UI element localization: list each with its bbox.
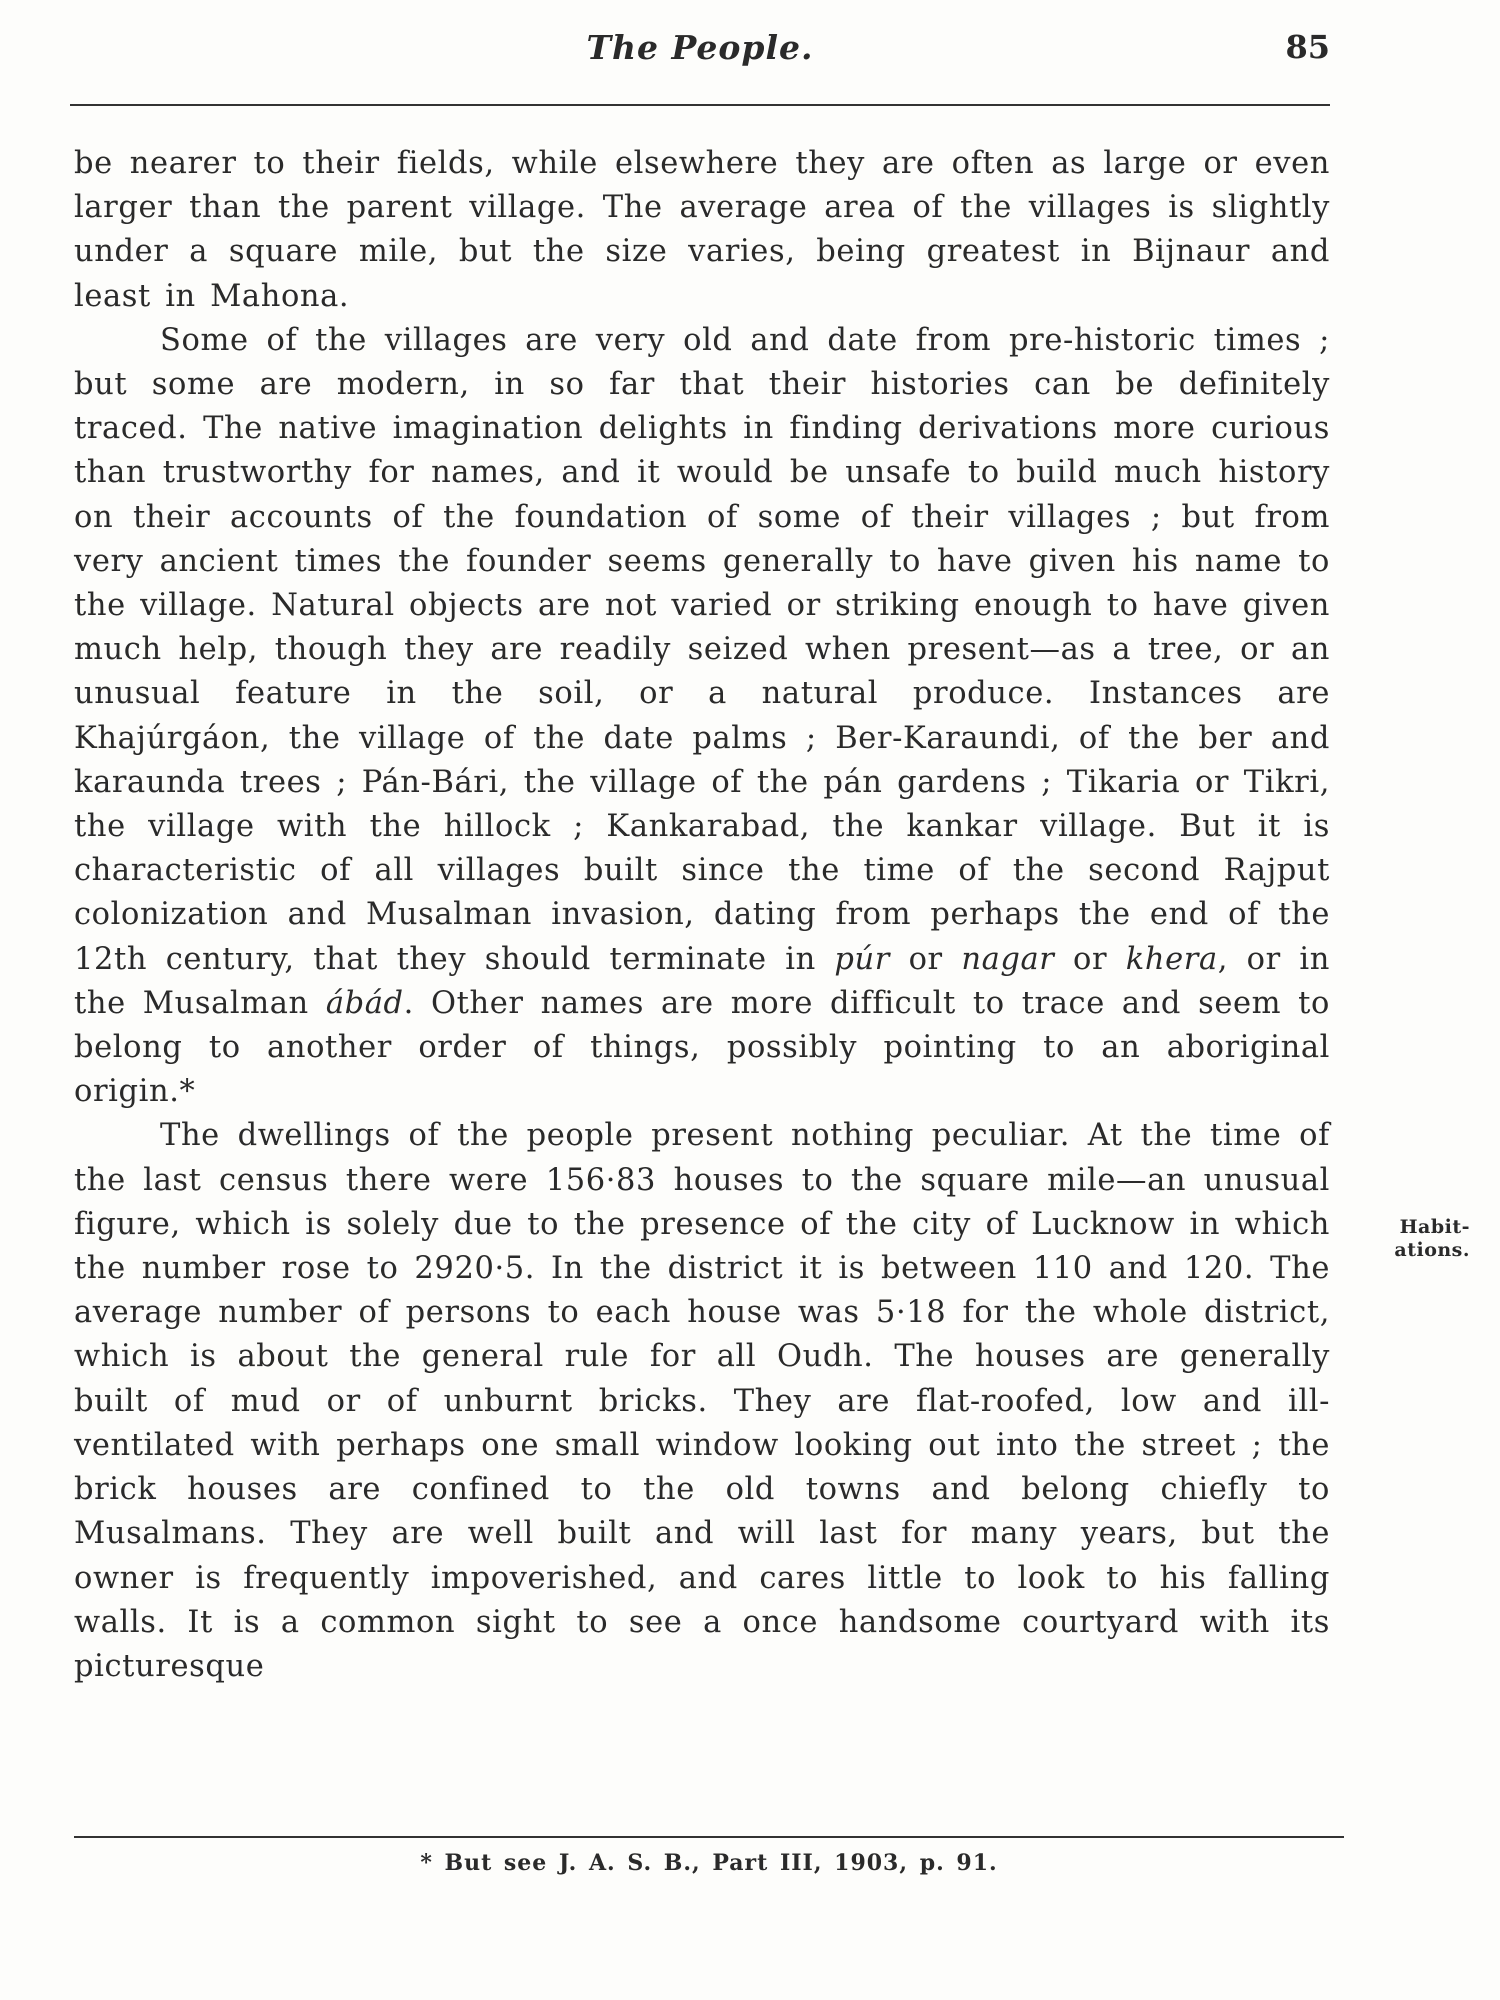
paragraph-3 — [74, 1114, 1330, 1689]
footnote-rule — [74, 1836, 1344, 1838]
italic-term: nagar — [961, 941, 1055, 977]
page-number: 85 — [1285, 28, 1330, 66]
header-rule — [70, 104, 1330, 106]
text-run: or — [889, 941, 962, 977]
text-run: The dwellings of the people present nothing peculiar. At the time of the last census there were 156·83 houses to the square mile—an unusual figure, which is solely due to the presence of the city of Lucknow in which the number rose to 2920·5. In the district it is between 110 and 120. The average number of persons to each house was 5·18 for the whole district, which is about the general rule for all Oudh. The houses are generally built of mud or of unburnt bricks. They are flat-roofed, low and ill-ventilated with perhaps one small window looking out into the street ; the brick houses are confined to the old towns and belong chiefly to Musalmans. They are well built and will last for many years, but the owner is frequently impoverished, and cares little to look to his falling walls. It is a common sight to see a once handsome courtyard with its picturesque — [74, 1118, 1330, 1684]
text-run: or — [1054, 941, 1126, 977]
italic-term: khera — [1125, 941, 1218, 977]
text-run: Some of the villages are very old and date from pre-historic times ; but some are modern, in so far that their histories can be definitely traced. The native imagination delights in finding derivations more curious than trustworthy for names, and it would be unsafe to build much history on their accounts of the foundation of some of their villages ; but from very ancient times the founder seems generally to have given his name to the village. Natural objects are not varied or striking enough to have given much help, though they are readily seized when present—as a tree, or an unusual feature in the soil, or a natural produce. Instances are Khajúrgáon, the village of the date palms ; Ber-Karaundi, of the ber and karaunda trees ; Pán-Bári, the village of the pán gardens ; Tikaria or Tikri, the village with the hillock ; Kankarabad, the kankar village. But it is characteristic of all villages built since the time of the second Rajput colonization and Musalman invasion, dating from perhaps the end of the 12th century, that they should terminate in — [74, 322, 1330, 977]
text-run: , or in the Musalman — [74, 941, 1330, 1021]
marginal-note-line-2: ations. — [1394, 1239, 1470, 1261]
running-title: The People. — [586, 28, 814, 67]
paragraph-1 — [74, 142, 1330, 319]
body-text — [74, 142, 1330, 1689]
marginal-note-line-1: Habit- — [1399, 1216, 1470, 1238]
running-head — [70, 28, 1330, 78]
italic-term: púr — [834, 941, 890, 977]
footnote: * But see J. A. S. B., Part III, 1903, p. 91. — [420, 1850, 998, 1876]
text-run: be nearer to their fields, while elsewhere they are often as large or even larger than the parent village. The average area of the villages is slightly under a square mile, but the size varies, being greatest in Bijnaur and least in Mahona. — [74, 146, 1330, 314]
paragraph-2 — [74, 319, 1330, 1115]
text-run: . Other names are more difficult to trace and seem to belong to another order of things, possibly pointing to an aboriginal origin.* — [74, 985, 1330, 1110]
italic-term: ábád — [325, 985, 404, 1021]
marginal-note — [1340, 1216, 1470, 1262]
